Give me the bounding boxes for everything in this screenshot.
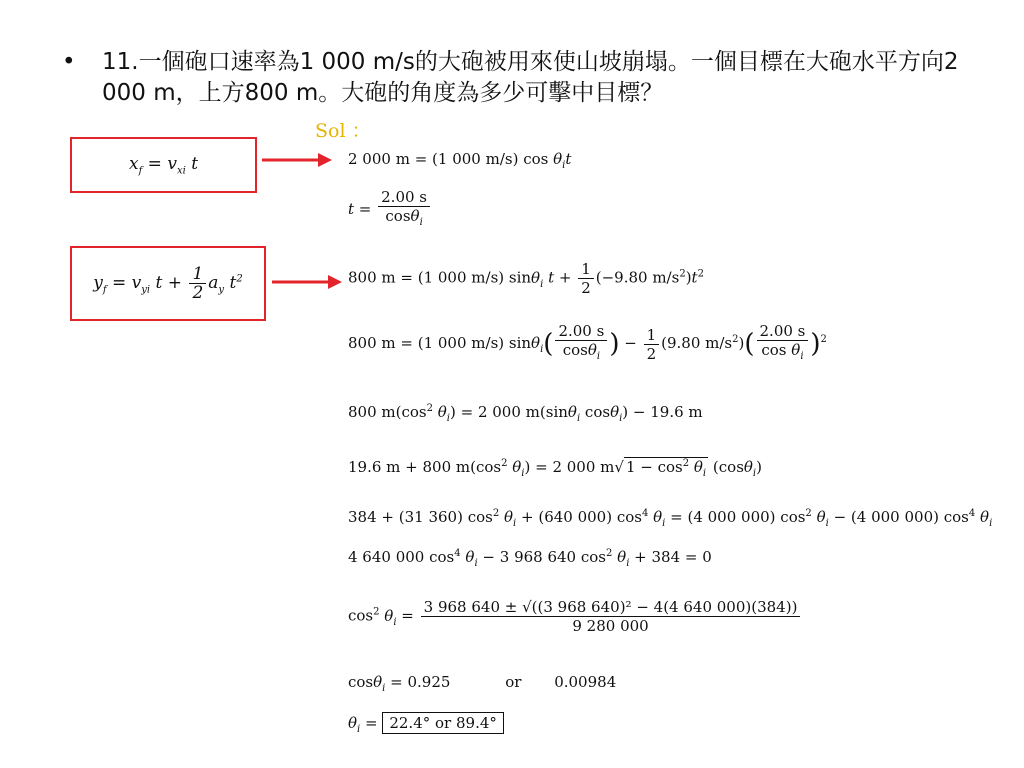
equation-line-7: 384 + (31 360) $\cos^2 \theta_i + (640$ 000) $\cos^4 \theta_i = (4$ 000 000) $\cos^2 \theta_i - (4$ 000 000) $\cos^4 \theta_i$ — [348, 508, 993, 529]
question-text: 11.一個砲口速率為1 000 m/s的大砲被用來使山坡崩塌。一個目標在大砲水平方向2 000 m，上方800 m。大砲的角度為多少可擊中目標？ — [102, 49, 959, 106]
arrow-right-icon — [262, 150, 334, 170]
horizontal-position-formula: $x_f = v_{xi}$ t — [128, 153, 199, 177]
equation-line-9: $\cos^2 \theta_i$ = $\frac{\text{3 968 640 ± √((3 968 640)² − 4(4 640 000)(384))}}{9 280 000}$ — [348, 598, 802, 635]
equation-line-10: cosθ$_i$ = 0.925 or 0.00984 — [348, 673, 617, 694]
equation-line-6: 19.6 m + 800 $m(\cos^2$ $\theta_i) = 2$ 000 m√ $1 - \cos^2 \theta_i$ (cosθ$_i$) — [348, 458, 762, 479]
horizontal-position-formula-box — [70, 137, 257, 193]
equation-line-2: t = $\frac{2.00 s}{\cos\theta_i}$ — [348, 188, 432, 232]
equation-line-5: 800 $m(\cos^2$ $\theta_i) = 2$ 000 m(sinθ$_i$ cosθ$_i$) − 19.6 m — [348, 403, 703, 424]
equation-line-1: 2 000 m = (1 000 m/s) $\cos \theta_it$ — [348, 150, 572, 171]
equation-line-3: 800 m = (1 000 m/s) sinθ$_i$ t + $\frac{1}{2}$ (−9.80 $m/s^2)t^2$ — [348, 260, 704, 297]
solution-label: Sol ： — [315, 120, 371, 142]
equation-line-4: 800 m = (1 000 m/s) sinθ$_i$( $\frac{2.00 s}{\cos\theta_i}$ ) − $\frac{1}{2}$ (9.80 $m/s^2$)( $\frac{2.00 s}{\cos \theta_i}$ )$^2$ — [348, 322, 827, 363]
final-answer: 22.4° or 89.4° — [382, 712, 504, 734]
equation-line-8: 4 640 000 $\cos^4 \theta_i - 3$ 968 640 $\cos^2 \theta_i + 384 = 0$ — [348, 548, 712, 569]
equation-line-11: $\theta_i = 22.4^\circ$ or 89.4° — [348, 714, 504, 735]
bullet-point: • — [62, 49, 76, 75]
vertical-position-formula-box — [70, 246, 266, 321]
vertical-position-formula: $y_f = v_{yi}$ t + $\frac{1}{2}$ $a_y$ $t^2$ — [93, 264, 243, 303]
arrow-right-icon — [272, 272, 344, 292]
